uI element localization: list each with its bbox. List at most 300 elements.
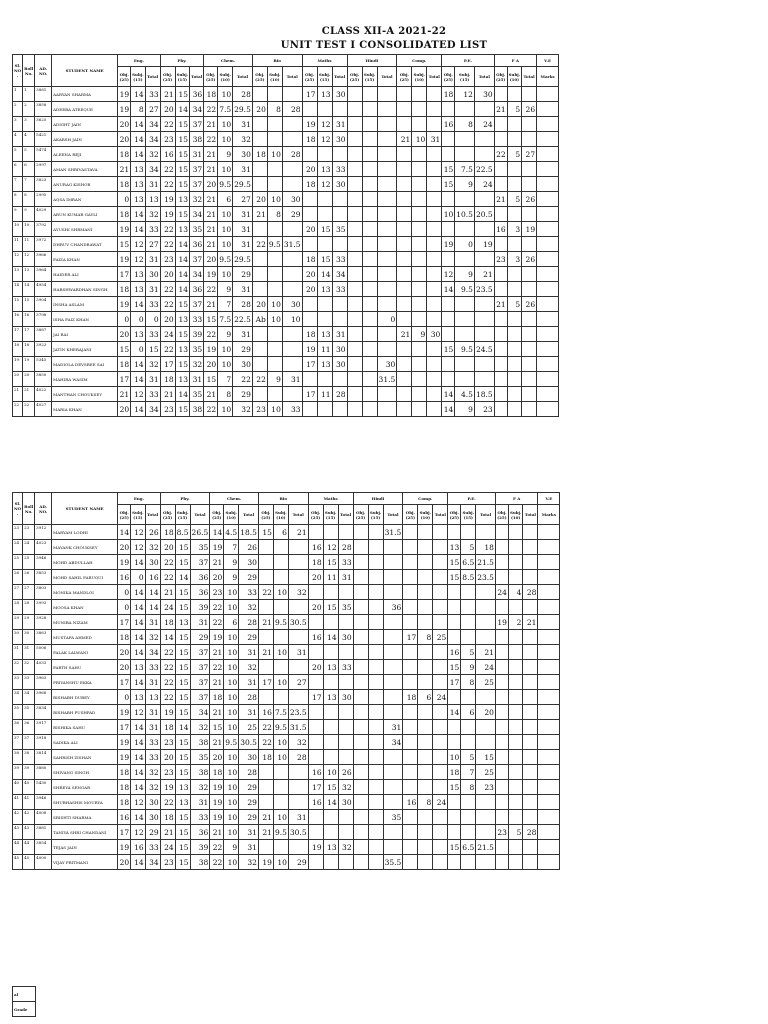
- table-cell: [368, 735, 383, 750]
- student-name-cell: MADIOLA DEVSREE SAI: [52, 357, 118, 372]
- header-adm: AD. NO.: [35, 55, 52, 87]
- table-cell: [267, 327, 282, 342]
- header-comp-sub: Subj. (10): [418, 505, 433, 525]
- table-cell: [537, 87, 559, 102]
- table-cell: 14: [175, 387, 189, 402]
- header-comp-sub: Subj. (10): [412, 67, 427, 87]
- table-cell: 17: [118, 267, 131, 282]
- table-cell: 33: [239, 585, 259, 600]
- table-cell: [412, 387, 427, 402]
- table-cell: [362, 267, 377, 282]
- table-cell: [353, 555, 368, 570]
- table-cell: [507, 117, 521, 132]
- table-row: [13, 765, 560, 780]
- table-cell: [353, 615, 368, 630]
- table-cell: 31: [145, 372, 160, 387]
- table-cell: 14: [175, 252, 189, 267]
- table-cell: [433, 840, 448, 855]
- table-cell: [353, 675, 368, 690]
- table-cell: [412, 372, 427, 387]
- table-cell: 42: [13, 810, 23, 825]
- table-row: [13, 540, 560, 555]
- table-cell: 30: [239, 555, 259, 570]
- table-cell: 39: [23, 765, 35, 780]
- table-cell: [403, 600, 418, 615]
- table-cell: 33: [145, 660, 160, 675]
- header-subject-comp: Comp.: [397, 55, 442, 67]
- table-cell: 15: [175, 327, 189, 342]
- table-cell: 13: [145, 192, 160, 207]
- table-cell: 30: [377, 357, 397, 372]
- table-cell: [288, 630, 308, 645]
- table-cell: [495, 780, 508, 795]
- table-cell: 20: [308, 600, 323, 615]
- table-cell: [442, 222, 455, 237]
- table-cell: 15: [175, 147, 189, 162]
- table-cell: 15: [175, 855, 190, 870]
- table-cell: [494, 402, 507, 417]
- table-cell: [537, 192, 559, 207]
- table-cell: 18: [160, 372, 175, 387]
- table-cell: 13: [448, 540, 461, 555]
- table-cell: [362, 102, 377, 117]
- student-name-cell: MOOSA KHAN: [52, 600, 118, 615]
- table-cell: [538, 855, 560, 870]
- table-cell: 3946: [35, 795, 52, 810]
- table-cell: [455, 132, 475, 147]
- table-cell: 20: [160, 540, 175, 555]
- table-cell: 19: [210, 540, 224, 555]
- table-cell: [412, 252, 427, 267]
- table-cell: [273, 570, 288, 585]
- table-cell: 16: [131, 840, 145, 855]
- table-cell: [377, 177, 397, 192]
- grade-box: [12, 986, 36, 1017]
- table-cell: 13: [317, 282, 332, 297]
- table-cell: 30: [338, 630, 353, 645]
- header-comp-sub: Obj. (25): [403, 505, 418, 525]
- table-cell: 15: [118, 342, 131, 357]
- table-cell: [427, 282, 442, 297]
- table-cell: 9.5: [273, 720, 288, 735]
- table-cell: 39: [190, 600, 210, 615]
- table-cell: 32: [288, 735, 308, 750]
- header-subject-hindi: Hindi: [353, 493, 403, 505]
- document-title: CLASS XII-A 2021-22: [321, 26, 447, 37]
- table-cell: 34: [190, 267, 204, 282]
- table-cell: [476, 795, 496, 810]
- table-cell: 20: [252, 192, 267, 207]
- student-name-cell: RISHABH DUBEY: [52, 690, 118, 705]
- table-cell: [353, 840, 368, 855]
- table-cell: [412, 222, 427, 237]
- table-cell: 4029: [35, 207, 52, 222]
- table-cell: 20: [204, 357, 218, 372]
- student-name-cell: JATIN KHERAJANI: [52, 342, 118, 357]
- table-cell: [461, 720, 476, 735]
- table-cell: [461, 615, 476, 630]
- table-cell: [494, 282, 507, 297]
- table-cell: [495, 705, 508, 720]
- table-cell: [317, 207, 332, 222]
- table-cell: [368, 720, 383, 735]
- table-cell: [522, 342, 537, 357]
- table-cell: [433, 585, 448, 600]
- header-eng-sub: Obj. (25): [118, 505, 131, 525]
- table-cell: 3972: [35, 237, 52, 252]
- table-cell: 32: [145, 540, 160, 555]
- table-cell: 14: [131, 585, 145, 600]
- table-cell: [494, 207, 507, 222]
- table-cell: 21: [210, 705, 224, 720]
- table-cell: 23: [23, 525, 35, 540]
- table-cell: 15: [204, 312, 218, 327]
- table-cell: [397, 237, 412, 252]
- table-cell: [474, 297, 494, 312]
- table-cell: 7: [218, 372, 233, 387]
- table-cell: 12: [131, 705, 145, 720]
- table-cell: 9.5: [267, 237, 282, 252]
- table-cell: [252, 252, 267, 267]
- table-cell: 30: [23, 630, 35, 645]
- table-cell: [523, 630, 538, 645]
- header-subject-maths: Maths: [308, 493, 353, 505]
- table-cell: [403, 780, 418, 795]
- table-cell: 24: [474, 177, 494, 192]
- table-cell: [461, 630, 476, 645]
- table-row: [13, 387, 559, 402]
- table-cell: [537, 147, 559, 162]
- table-cell: [494, 312, 507, 327]
- table-cell: [427, 357, 442, 372]
- table-cell: [495, 660, 508, 675]
- table-cell: 39: [13, 765, 23, 780]
- table-cell: 10: [224, 810, 239, 825]
- table-cell: 12: [23, 252, 35, 267]
- table-cell: 35: [190, 387, 204, 402]
- table-cell: [347, 252, 362, 267]
- table-cell: [332, 207, 347, 222]
- table-cell: [494, 267, 507, 282]
- table-cell: [433, 720, 448, 735]
- table-cell: 26: [145, 525, 160, 540]
- table-cell: [332, 192, 347, 207]
- table-cell: [523, 645, 538, 660]
- table-cell: [523, 720, 538, 735]
- table-cell: [288, 765, 308, 780]
- table-cell: 30: [332, 177, 347, 192]
- table-cell: 13: [323, 690, 338, 705]
- table-cell: 30: [282, 297, 302, 312]
- table-cell: 14: [131, 297, 145, 312]
- table-cell: 10: [218, 87, 233, 102]
- table-cell: 33: [338, 555, 353, 570]
- table-cell: [362, 402, 377, 417]
- table-cell: [282, 222, 302, 237]
- table-cell: 21: [210, 555, 224, 570]
- table-cell: 26: [522, 252, 537, 267]
- table-cell: [507, 87, 521, 102]
- grade-box-label: Grade: [13, 1002, 36, 1017]
- table-cell: 15: [175, 750, 190, 765]
- table-cell: 17: [448, 675, 461, 690]
- table-cell: [427, 117, 442, 132]
- table-cell: 17: [308, 780, 323, 795]
- table-cell: [476, 525, 496, 540]
- table-cell: [353, 750, 368, 765]
- table-cell: 3798: [35, 312, 52, 327]
- table-cell: 18: [210, 765, 224, 780]
- student-name-cell: AMAN SHRIVASTAVA: [52, 162, 118, 177]
- table-cell: [338, 750, 353, 765]
- table-cell: [377, 297, 397, 312]
- table-cell: 9: [218, 327, 233, 342]
- table-cell: [353, 810, 368, 825]
- table-cell: [332, 372, 347, 387]
- table-cell: [495, 720, 508, 735]
- table-cell: [508, 735, 522, 750]
- header-bio-sub: Total: [282, 67, 302, 87]
- table-cell: [538, 795, 560, 810]
- table-cell: 23: [476, 780, 496, 795]
- table-cell: [288, 660, 308, 675]
- table-cell: 13: [323, 660, 338, 675]
- table-cell: 11: [323, 570, 338, 585]
- table-cell: 14: [175, 102, 189, 117]
- table-cell: [397, 357, 412, 372]
- table-cell: 0: [118, 192, 131, 207]
- table-cell: 15: [175, 297, 189, 312]
- table-cell: [377, 237, 397, 252]
- table-row: [13, 342, 559, 357]
- table-cell: [507, 342, 521, 357]
- table-cell: [474, 147, 494, 162]
- table-cell: 15: [175, 357, 189, 372]
- student-name-cell: PALAK LALWANI: [52, 645, 118, 660]
- table-cell: [397, 372, 412, 387]
- table-cell: [377, 342, 397, 357]
- table-cell: 8.5: [175, 525, 190, 540]
- table-cell: [267, 222, 282, 237]
- table-cell: 21: [204, 297, 218, 312]
- table-cell: [323, 525, 338, 540]
- table-cell: [418, 555, 433, 570]
- table-cell: [523, 540, 538, 555]
- table-cell: [433, 555, 448, 570]
- header-adm: AD. NO.: [35, 493, 52, 525]
- table-cell: 10: [224, 825, 239, 840]
- table-cell: [412, 177, 427, 192]
- table-cell: [353, 795, 368, 810]
- table-cell: 31.5: [377, 372, 397, 387]
- table-cell: 31: [332, 117, 347, 132]
- table-cell: 0: [131, 312, 145, 327]
- table-cell: [538, 810, 560, 825]
- table-cell: 24: [160, 327, 175, 342]
- table-cell: [347, 282, 362, 297]
- table-cell: 30: [13, 630, 23, 645]
- table-cell: 10: [448, 750, 461, 765]
- table-cell: [377, 252, 397, 267]
- table-cell: [403, 855, 418, 870]
- table-cell: [383, 780, 403, 795]
- table-cell: [258, 540, 273, 555]
- table-cell: [455, 357, 475, 372]
- table-cell: [508, 555, 522, 570]
- table-cell: 24: [160, 600, 175, 615]
- table-cell: 31: [239, 705, 259, 720]
- table-cell: 16: [160, 147, 175, 162]
- table-cell: 10: [224, 630, 239, 645]
- table-cell: 36: [190, 282, 204, 297]
- table-cell: [302, 192, 317, 207]
- table-cell: 3912: [35, 525, 52, 540]
- table-cell: 3: [23, 117, 35, 132]
- table-cell: 30: [233, 357, 253, 372]
- table-cell: 22: [252, 237, 267, 252]
- table-cell: 22: [160, 645, 175, 660]
- table-cell: 32: [190, 357, 204, 372]
- table-cell: 12: [317, 117, 332, 132]
- table-cell: 4000: [35, 855, 52, 870]
- table-cell: 16: [403, 795, 418, 810]
- table-cell: 22: [160, 117, 175, 132]
- table-cell: 4023: [35, 540, 52, 555]
- table-cell: 29: [233, 387, 253, 402]
- table-row: [13, 555, 560, 570]
- table-cell: [427, 87, 442, 102]
- header-subject-bio: Bio: [252, 55, 302, 67]
- table-cell: 18: [204, 87, 218, 102]
- table-cell: 30: [338, 795, 353, 810]
- table-cell: 14: [131, 810, 145, 825]
- table-cell: 29.5: [233, 102, 253, 117]
- table-cell: 21: [258, 645, 273, 660]
- table-cell: 16: [308, 540, 323, 555]
- header-sl: Sl. NO .: [13, 55, 23, 87]
- table-cell: 21: [204, 162, 218, 177]
- table-cell: [302, 147, 317, 162]
- table-cell: [397, 147, 412, 162]
- table-cell: [362, 312, 377, 327]
- table-cell: [368, 630, 383, 645]
- table-cell: 34: [145, 402, 160, 417]
- table-cell: 19: [302, 117, 317, 132]
- table-cell: 31: [427, 132, 442, 147]
- table-row: [13, 690, 560, 705]
- table-cell: 21: [494, 297, 507, 312]
- table-cell: [455, 312, 475, 327]
- table-cell: [476, 855, 496, 870]
- table-cell: [353, 660, 368, 675]
- table-cell: 32: [145, 147, 160, 162]
- table-cell: 32: [145, 630, 160, 645]
- table-cell: 4033: [35, 660, 52, 675]
- table-cell: [418, 780, 433, 795]
- table-cell: [538, 555, 560, 570]
- table-cell: 21: [204, 387, 218, 402]
- table-cell: 12: [131, 825, 145, 840]
- table-cell: 32: [145, 207, 160, 222]
- table-cell: [474, 132, 494, 147]
- table-cell: 10: [282, 312, 302, 327]
- header-eng-sub: Total: [145, 505, 160, 525]
- table-cell: [448, 600, 461, 615]
- table-cell: [323, 735, 338, 750]
- table-cell: [288, 600, 308, 615]
- table-cell: 24: [474, 117, 494, 132]
- table-cell: [412, 207, 427, 222]
- table-cell: 10: [13, 222, 23, 237]
- table-cell: [427, 372, 442, 387]
- table-cell: [448, 615, 461, 630]
- grade-box-label-top: al: [13, 987, 36, 1002]
- table-cell: 17: [308, 690, 323, 705]
- table-cell: 3863: [35, 630, 52, 645]
- table-cell: 22: [258, 735, 273, 750]
- table-cell: [377, 162, 397, 177]
- table-cell: [397, 312, 412, 327]
- table-cell: 28: [338, 540, 353, 555]
- table-cell: [538, 540, 560, 555]
- table-cell: [495, 735, 508, 750]
- table-cell: [308, 705, 323, 720]
- table-cell: [433, 705, 448, 720]
- table-cell: 14: [145, 585, 160, 600]
- table-cell: 19: [442, 237, 455, 252]
- table-cell: 13: [323, 840, 338, 855]
- table-cell: [273, 600, 288, 615]
- table-cell: 21: [118, 162, 131, 177]
- table-cell: 3928: [35, 615, 52, 630]
- table-cell: [537, 282, 559, 297]
- header-subject-fa: F A: [495, 493, 537, 505]
- table-cell: [377, 192, 397, 207]
- table-cell: 29: [239, 795, 259, 810]
- table-cell: [412, 162, 427, 177]
- table-cell: 35: [190, 222, 204, 237]
- table-cell: [538, 840, 560, 855]
- table-cell: [362, 342, 377, 357]
- table-cell: 21: [494, 192, 507, 207]
- table-cell: 11: [13, 237, 23, 252]
- table-cell: [267, 87, 282, 102]
- table-cell: [495, 810, 508, 825]
- table-cell: 32: [190, 780, 210, 795]
- table-cell: 14: [118, 525, 131, 540]
- table-cell: 15: [448, 840, 461, 855]
- table-cell: 16: [448, 645, 461, 660]
- table-cell: 10: [224, 855, 239, 870]
- table-cell: 35: [338, 600, 353, 615]
- table-cell: [377, 402, 397, 417]
- table-cell: [282, 282, 302, 297]
- table-cell: [252, 327, 267, 342]
- table-cell: [403, 675, 418, 690]
- table-cell: 29: [239, 780, 259, 795]
- table-cell: [494, 357, 507, 372]
- table-cell: [267, 117, 282, 132]
- table-cell: 25: [476, 675, 496, 690]
- table-cell: 15: [317, 222, 332, 237]
- header-eng-sub: Subj. (15): [131, 67, 145, 87]
- table-cell: 27: [145, 102, 160, 117]
- table-cell: 8: [418, 795, 433, 810]
- table-cell: 14: [131, 765, 145, 780]
- table-cell: [433, 540, 448, 555]
- table-cell: 15: [175, 585, 190, 600]
- table-cell: [412, 342, 427, 357]
